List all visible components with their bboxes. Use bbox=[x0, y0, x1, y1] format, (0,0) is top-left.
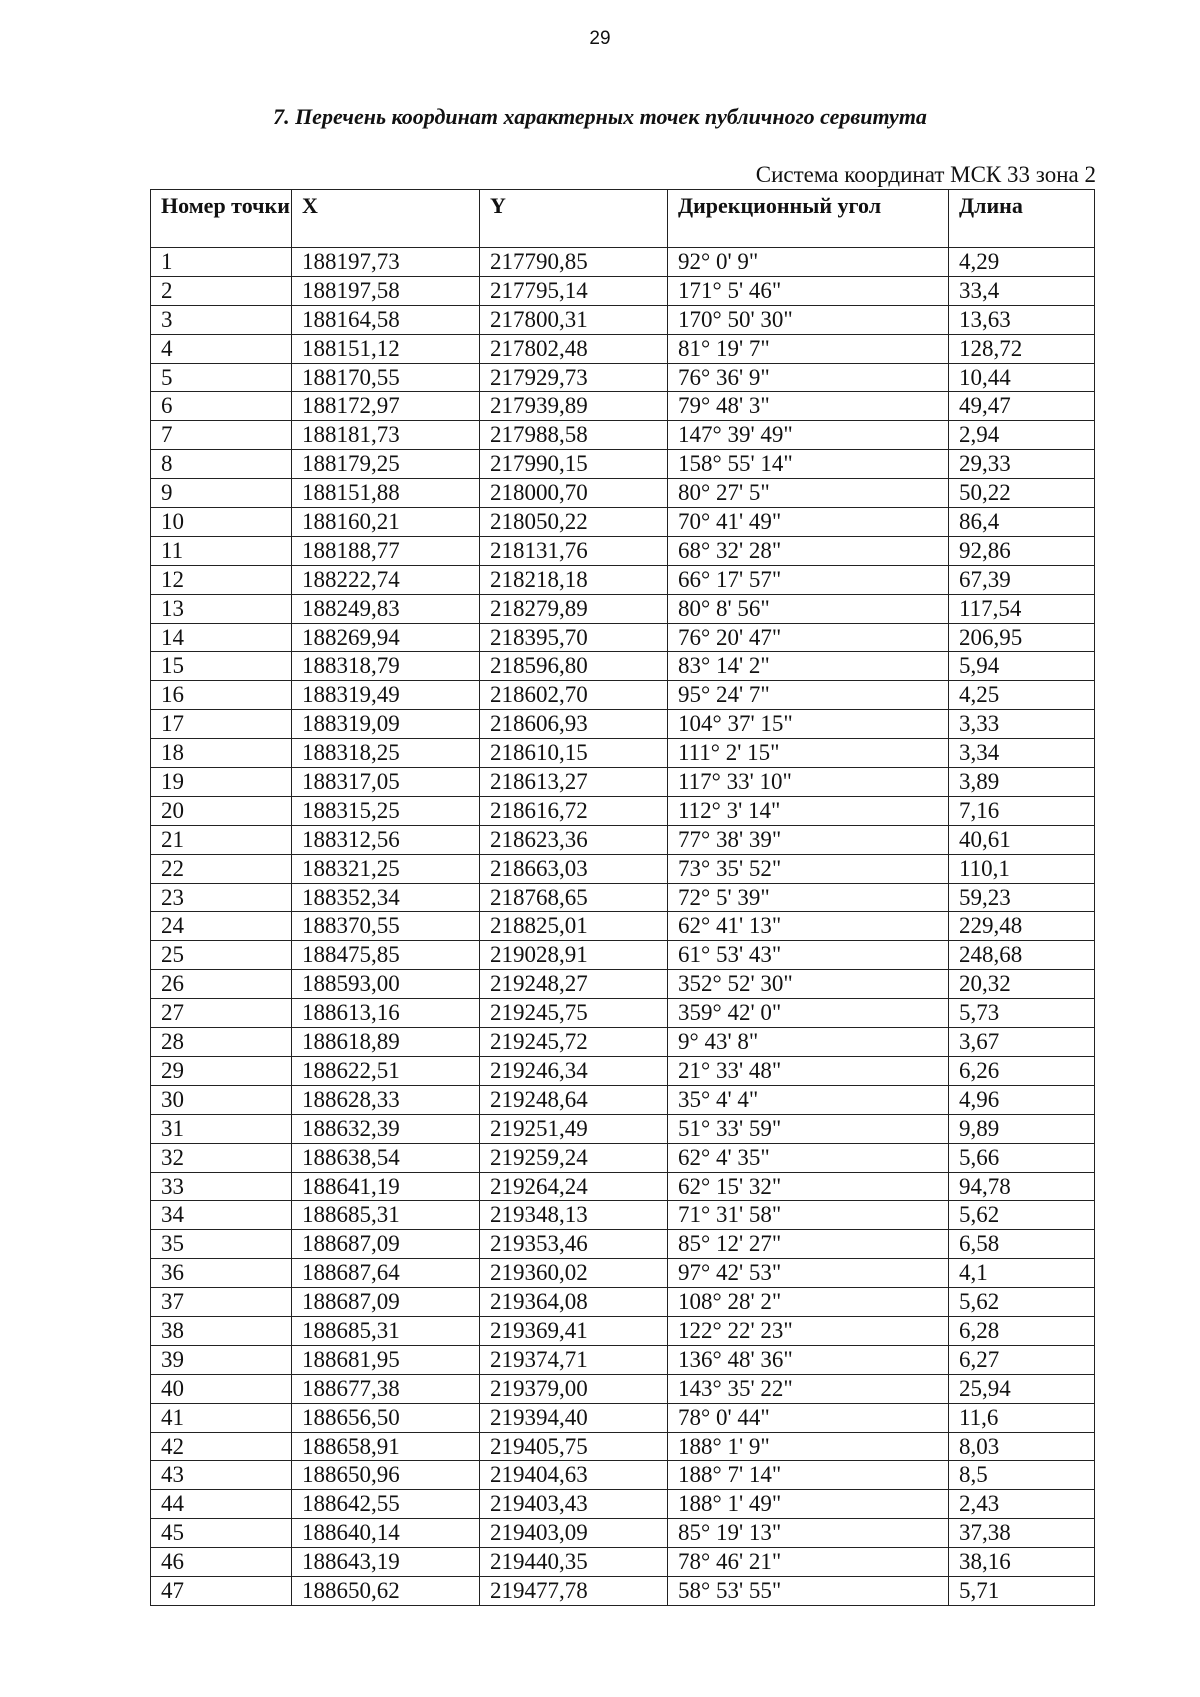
cell-x: 188622,51 bbox=[292, 1056, 480, 1085]
cell-x: 188370,55 bbox=[292, 912, 480, 941]
cell-direction-angle: 92° 0' 9" bbox=[668, 248, 949, 277]
cell-length: 4,29 bbox=[949, 248, 1095, 277]
cell-x: 188593,00 bbox=[292, 970, 480, 999]
cell-x: 188640,14 bbox=[292, 1519, 480, 1548]
cell-direction-angle: 97° 42' 53" bbox=[668, 1259, 949, 1288]
table-row bbox=[151, 1114, 1095, 1143]
table-row bbox=[151, 1056, 1095, 1085]
cell-point-number: 28 bbox=[151, 1028, 292, 1057]
cell-y: 219348,13 bbox=[480, 1201, 668, 1230]
cell-x: 188658,91 bbox=[292, 1432, 480, 1461]
table-row bbox=[151, 565, 1095, 594]
cell-point-number: 21 bbox=[151, 825, 292, 854]
table-row bbox=[151, 1576, 1095, 1605]
cell-direction-angle: 35° 4' 4" bbox=[668, 1085, 949, 1114]
cell-y: 218279,89 bbox=[480, 594, 668, 623]
cell-length: 37,38 bbox=[949, 1519, 1095, 1548]
cell-point-number: 19 bbox=[151, 768, 292, 797]
table-row bbox=[151, 1490, 1095, 1519]
cell-y: 217929,73 bbox=[480, 363, 668, 392]
cell-x: 188681,95 bbox=[292, 1345, 480, 1374]
cell-length: 4,96 bbox=[949, 1085, 1095, 1114]
table-row bbox=[151, 1316, 1095, 1345]
cell-point-number: 34 bbox=[151, 1201, 292, 1230]
cell-direction-angle: 70° 41' 49" bbox=[668, 508, 949, 537]
header-length: Длина bbox=[949, 190, 1095, 248]
cell-x: 188642,55 bbox=[292, 1490, 480, 1519]
cell-x: 188628,33 bbox=[292, 1085, 480, 1114]
cell-direction-angle: 73° 35' 52" bbox=[668, 854, 949, 883]
cell-point-number: 15 bbox=[151, 652, 292, 681]
cell-point-number: 40 bbox=[151, 1374, 292, 1403]
cell-direction-angle: 85° 12' 27" bbox=[668, 1230, 949, 1259]
cell-x: 188656,50 bbox=[292, 1403, 480, 1432]
cell-y: 219246,34 bbox=[480, 1056, 668, 1085]
cell-y: 219440,35 bbox=[480, 1548, 668, 1577]
table-row bbox=[151, 970, 1095, 999]
table-row bbox=[151, 1345, 1095, 1374]
table-row bbox=[151, 363, 1095, 392]
cell-point-number: 8 bbox=[151, 450, 292, 479]
table-row bbox=[151, 1172, 1095, 1201]
cell-length: 5,73 bbox=[949, 999, 1095, 1028]
cell-y: 218623,36 bbox=[480, 825, 668, 854]
table-row bbox=[151, 334, 1095, 363]
cell-point-number: 24 bbox=[151, 912, 292, 941]
cell-direction-angle: 71° 31' 58" bbox=[668, 1201, 949, 1230]
cell-length: 5,62 bbox=[949, 1288, 1095, 1317]
cell-x: 188319,09 bbox=[292, 710, 480, 739]
page-number: 29 bbox=[589, 28, 611, 49]
cell-direction-angle: 58° 53' 55" bbox=[668, 1576, 949, 1605]
cell-x: 188222,74 bbox=[292, 565, 480, 594]
cell-point-number: 3 bbox=[151, 305, 292, 334]
cell-point-number: 45 bbox=[151, 1519, 292, 1548]
table-row bbox=[151, 710, 1095, 739]
cell-direction-angle: 77° 38' 39" bbox=[668, 825, 949, 854]
cell-x: 188650,96 bbox=[292, 1461, 480, 1490]
table-row bbox=[151, 854, 1095, 883]
cell-length: 25,94 bbox=[949, 1374, 1095, 1403]
header-y: Y bbox=[480, 190, 668, 248]
cell-point-number: 36 bbox=[151, 1259, 292, 1288]
cell-length: 248,68 bbox=[949, 941, 1095, 970]
cell-direction-angle: 51° 33' 59" bbox=[668, 1114, 949, 1143]
cell-y: 219403,09 bbox=[480, 1519, 668, 1548]
table-row bbox=[151, 421, 1095, 450]
table-row bbox=[151, 1143, 1095, 1172]
table-row bbox=[151, 1085, 1095, 1114]
cell-length: 29,33 bbox=[949, 450, 1095, 479]
cell-x: 188315,25 bbox=[292, 796, 480, 825]
cell-direction-angle: 80° 27' 5" bbox=[668, 479, 949, 508]
cell-x: 188197,73 bbox=[292, 248, 480, 277]
cell-length: 3,33 bbox=[949, 710, 1095, 739]
cell-direction-angle: 188° 7' 14" bbox=[668, 1461, 949, 1490]
cell-length: 6,28 bbox=[949, 1316, 1095, 1345]
cell-point-number: 39 bbox=[151, 1345, 292, 1374]
cell-direction-angle: 112° 3' 14" bbox=[668, 796, 949, 825]
cell-point-number: 2 bbox=[151, 276, 292, 305]
cell-direction-angle: 171° 5' 46" bbox=[668, 276, 949, 305]
cell-y: 219353,46 bbox=[480, 1230, 668, 1259]
cell-direction-angle: 108° 28' 2" bbox=[668, 1288, 949, 1317]
cell-length: 5,66 bbox=[949, 1143, 1095, 1172]
cell-x: 188687,09 bbox=[292, 1230, 480, 1259]
cell-point-number: 44 bbox=[151, 1490, 292, 1519]
cell-point-number: 10 bbox=[151, 508, 292, 537]
cell-x: 188618,89 bbox=[292, 1028, 480, 1057]
cell-direction-angle: 85° 19' 13" bbox=[668, 1519, 949, 1548]
cell-direction-angle: 62° 41' 13" bbox=[668, 912, 949, 941]
cell-direction-angle: 76° 20' 47" bbox=[668, 623, 949, 652]
cell-point-number: 11 bbox=[151, 536, 292, 565]
cell-y: 218602,70 bbox=[480, 681, 668, 710]
table-body bbox=[151, 248, 1095, 1606]
cell-direction-angle: 143° 35' 22" bbox=[668, 1374, 949, 1403]
cell-y: 219360,02 bbox=[480, 1259, 668, 1288]
cell-direction-angle: 188° 1' 49" bbox=[668, 1490, 949, 1519]
cell-point-number: 38 bbox=[151, 1316, 292, 1345]
cell-length: 7,16 bbox=[949, 796, 1095, 825]
table-row bbox=[151, 1230, 1095, 1259]
cell-x: 188172,97 bbox=[292, 392, 480, 421]
cell-point-number: 6 bbox=[151, 392, 292, 421]
cell-length: 40,61 bbox=[949, 825, 1095, 854]
cell-y: 218000,70 bbox=[480, 479, 668, 508]
cell-length: 67,39 bbox=[949, 565, 1095, 594]
table-row bbox=[151, 681, 1095, 710]
cell-length: 86,4 bbox=[949, 508, 1095, 537]
table-row bbox=[151, 623, 1095, 652]
cell-x: 188685,31 bbox=[292, 1316, 480, 1345]
table-row bbox=[151, 450, 1095, 479]
cell-x: 188687,64 bbox=[292, 1259, 480, 1288]
cell-point-number: 23 bbox=[151, 883, 292, 912]
cell-point-number: 5 bbox=[151, 363, 292, 392]
table-row bbox=[151, 883, 1095, 912]
cell-length: 3,67 bbox=[949, 1028, 1095, 1057]
section-title: 7. Перечень координат характерных точек публичного сервитута bbox=[273, 104, 927, 129]
cell-x: 188321,25 bbox=[292, 854, 480, 883]
cell-point-number: 7 bbox=[151, 421, 292, 450]
cell-direction-angle: 62° 4' 35" bbox=[668, 1143, 949, 1172]
table-row bbox=[151, 594, 1095, 623]
cell-direction-angle: 158° 55' 14" bbox=[668, 450, 949, 479]
cell-x: 188269,94 bbox=[292, 623, 480, 652]
cell-direction-angle: 80° 8' 56" bbox=[668, 594, 949, 623]
cell-x: 188312,56 bbox=[292, 825, 480, 854]
cell-direction-angle: 21° 33' 48" bbox=[668, 1056, 949, 1085]
cell-length: 2,43 bbox=[949, 1490, 1095, 1519]
table-row bbox=[151, 305, 1095, 334]
cell-x: 188318,79 bbox=[292, 652, 480, 681]
cell-length: 128,72 bbox=[949, 334, 1095, 363]
cell-y: 218596,80 bbox=[480, 652, 668, 681]
cell-length: 11,6 bbox=[949, 1403, 1095, 1432]
cell-point-number: 18 bbox=[151, 739, 292, 768]
header-row bbox=[151, 190, 1095, 248]
cell-point-number: 9 bbox=[151, 479, 292, 508]
table-row bbox=[151, 1461, 1095, 1490]
cell-y: 219369,41 bbox=[480, 1316, 668, 1345]
cell-x: 188179,25 bbox=[292, 450, 480, 479]
cell-x: 188687,09 bbox=[292, 1288, 480, 1317]
cell-x: 188317,05 bbox=[292, 768, 480, 797]
cell-length: 49,47 bbox=[949, 392, 1095, 421]
cell-x: 188632,39 bbox=[292, 1114, 480, 1143]
cell-point-number: 1 bbox=[151, 248, 292, 277]
cell-y: 219264,24 bbox=[480, 1172, 668, 1201]
cell-length: 229,48 bbox=[949, 912, 1095, 941]
cell-point-number: 31 bbox=[151, 1114, 292, 1143]
cell-length: 3,34 bbox=[949, 739, 1095, 768]
cell-y: 218768,65 bbox=[480, 883, 668, 912]
cell-y: 219028,91 bbox=[480, 941, 668, 970]
cell-y: 219405,75 bbox=[480, 1432, 668, 1461]
cell-y: 218050,22 bbox=[480, 508, 668, 537]
header-x: X bbox=[292, 190, 480, 248]
cell-length: 117,54 bbox=[949, 594, 1095, 623]
cell-y: 217939,89 bbox=[480, 392, 668, 421]
cell-y: 218663,03 bbox=[480, 854, 668, 883]
cell-direction-angle: 72° 5' 39" bbox=[668, 883, 949, 912]
cell-point-number: 35 bbox=[151, 1230, 292, 1259]
cell-length: 6,58 bbox=[949, 1230, 1095, 1259]
cell-length: 50,22 bbox=[949, 479, 1095, 508]
cell-y: 219379,00 bbox=[480, 1374, 668, 1403]
cell-point-number: 41 bbox=[151, 1403, 292, 1432]
cell-y: 219248,27 bbox=[480, 970, 668, 999]
cell-y: 217990,15 bbox=[480, 450, 668, 479]
cell-point-number: 25 bbox=[151, 941, 292, 970]
cell-point-number: 43 bbox=[151, 1461, 292, 1490]
cell-x: 188151,12 bbox=[292, 334, 480, 363]
cell-length: 8,5 bbox=[949, 1461, 1095, 1490]
cell-direction-angle: 111° 2' 15" bbox=[668, 739, 949, 768]
table-row bbox=[151, 392, 1095, 421]
cell-length: 10,44 bbox=[949, 363, 1095, 392]
table-row bbox=[151, 1288, 1095, 1317]
table-row bbox=[151, 1548, 1095, 1577]
cell-x: 188613,16 bbox=[292, 999, 480, 1028]
cell-y: 219251,49 bbox=[480, 1114, 668, 1143]
table-row bbox=[151, 739, 1095, 768]
cell-y: 218395,70 bbox=[480, 623, 668, 652]
header-direction-angle: Дирекционный угол bbox=[668, 190, 949, 248]
cell-x: 188650,62 bbox=[292, 1576, 480, 1605]
cell-x: 188641,19 bbox=[292, 1172, 480, 1201]
cell-length: 5,62 bbox=[949, 1201, 1095, 1230]
cell-x: 188685,31 bbox=[292, 1201, 480, 1230]
cell-length: 5,71 bbox=[949, 1576, 1095, 1605]
cell-y: 217795,14 bbox=[480, 276, 668, 305]
cell-point-number: 13 bbox=[151, 594, 292, 623]
table-row bbox=[151, 1201, 1095, 1230]
cell-point-number: 33 bbox=[151, 1172, 292, 1201]
table-row bbox=[151, 276, 1095, 305]
cell-y: 219374,71 bbox=[480, 1345, 668, 1374]
cell-direction-angle: 147° 39' 49" bbox=[668, 421, 949, 450]
cell-point-number: 47 bbox=[151, 1576, 292, 1605]
cell-direction-angle: 95° 24' 7" bbox=[668, 681, 949, 710]
cell-y: 218610,15 bbox=[480, 739, 668, 768]
cell-y: 219364,08 bbox=[480, 1288, 668, 1317]
cell-y: 219403,43 bbox=[480, 1490, 668, 1519]
cell-x: 188188,77 bbox=[292, 536, 480, 565]
cell-y: 218613,27 bbox=[480, 768, 668, 797]
cell-direction-angle: 78° 46' 21" bbox=[668, 1548, 949, 1577]
table-row bbox=[151, 796, 1095, 825]
cell-x: 188181,73 bbox=[292, 421, 480, 450]
cell-y: 219394,40 bbox=[480, 1403, 668, 1432]
header-point-number: Номер точки bbox=[151, 190, 292, 248]
cell-point-number: 26 bbox=[151, 970, 292, 999]
table-row bbox=[151, 248, 1095, 277]
cell-x: 188318,25 bbox=[292, 739, 480, 768]
cell-y: 219259,24 bbox=[480, 1143, 668, 1172]
cell-length: 206,95 bbox=[949, 623, 1095, 652]
cell-point-number: 17 bbox=[151, 710, 292, 739]
cell-point-number: 46 bbox=[151, 1548, 292, 1577]
coordinates-table bbox=[150, 189, 1095, 1606]
cell-point-number: 22 bbox=[151, 854, 292, 883]
cell-y: 219245,75 bbox=[480, 999, 668, 1028]
cell-length: 6,26 bbox=[949, 1056, 1095, 1085]
cell-point-number: 37 bbox=[151, 1288, 292, 1317]
cell-direction-angle: 83° 14' 2" bbox=[668, 652, 949, 681]
table-row bbox=[151, 1028, 1095, 1057]
cell-x: 188170,55 bbox=[292, 363, 480, 392]
cell-direction-angle: 76° 36' 9" bbox=[668, 363, 949, 392]
cell-x: 188197,58 bbox=[292, 276, 480, 305]
cell-direction-angle: 78° 0' 44" bbox=[668, 1403, 949, 1432]
cell-y: 218218,18 bbox=[480, 565, 668, 594]
cell-point-number: 32 bbox=[151, 1143, 292, 1172]
cell-point-number: 27 bbox=[151, 999, 292, 1028]
table-row bbox=[151, 825, 1095, 854]
cell-x: 188352,34 bbox=[292, 883, 480, 912]
cell-x: 188164,58 bbox=[292, 305, 480, 334]
cell-y: 217988,58 bbox=[480, 421, 668, 450]
cell-point-number: 42 bbox=[151, 1432, 292, 1461]
cell-point-number: 29 bbox=[151, 1056, 292, 1085]
cell-point-number: 12 bbox=[151, 565, 292, 594]
cell-direction-angle: 66° 17' 57" bbox=[668, 565, 949, 594]
cell-length: 38,16 bbox=[949, 1548, 1095, 1577]
cell-point-number: 4 bbox=[151, 334, 292, 363]
cell-y: 218606,93 bbox=[480, 710, 668, 739]
cell-length: 6,27 bbox=[949, 1345, 1095, 1374]
cell-point-number: 14 bbox=[151, 623, 292, 652]
cell-length: 110,1 bbox=[949, 854, 1095, 883]
table-row bbox=[151, 999, 1095, 1028]
cell-length: 94,78 bbox=[949, 1172, 1095, 1201]
cell-y: 219404,63 bbox=[480, 1461, 668, 1490]
cell-y: 217802,48 bbox=[480, 334, 668, 363]
cell-direction-angle: 68° 32' 28" bbox=[668, 536, 949, 565]
cell-direction-angle: 136° 48' 36" bbox=[668, 1345, 949, 1374]
table-row bbox=[151, 479, 1095, 508]
cell-direction-angle: 62° 15' 32" bbox=[668, 1172, 949, 1201]
cell-y: 219477,78 bbox=[480, 1576, 668, 1605]
cell-y: 218131,76 bbox=[480, 536, 668, 565]
table-row bbox=[151, 1259, 1095, 1288]
table-row bbox=[151, 508, 1095, 537]
cell-y: 217790,85 bbox=[480, 248, 668, 277]
cell-direction-angle: 104° 37' 15" bbox=[668, 710, 949, 739]
cell-direction-angle: 170° 50' 30" bbox=[668, 305, 949, 334]
cell-length: 4,1 bbox=[949, 1259, 1095, 1288]
cell-direction-angle: 188° 1' 9" bbox=[668, 1432, 949, 1461]
cell-x: 188319,49 bbox=[292, 681, 480, 710]
cell-direction-angle: 61° 53' 43" bbox=[668, 941, 949, 970]
cell-y: 219245,72 bbox=[480, 1028, 668, 1057]
cell-x: 188677,38 bbox=[292, 1374, 480, 1403]
cell-x: 188638,54 bbox=[292, 1143, 480, 1172]
cell-length: 8,03 bbox=[949, 1432, 1095, 1461]
table-row bbox=[151, 652, 1095, 681]
cell-length: 33,4 bbox=[949, 276, 1095, 305]
cell-x: 188151,88 bbox=[292, 479, 480, 508]
cell-point-number: 16 bbox=[151, 681, 292, 710]
cell-direction-angle: 359° 42' 0" bbox=[668, 999, 949, 1028]
cell-length: 2,94 bbox=[949, 421, 1095, 450]
table-header bbox=[151, 190, 1095, 248]
cell-direction-angle: 117° 33' 10" bbox=[668, 768, 949, 797]
cell-direction-angle: 79° 48' 3" bbox=[668, 392, 949, 421]
cell-direction-angle: 352° 52' 30" bbox=[668, 970, 949, 999]
table-row bbox=[151, 768, 1095, 797]
cell-length: 59,23 bbox=[949, 883, 1095, 912]
cell-x: 188643,19 bbox=[292, 1548, 480, 1577]
table-row bbox=[151, 1519, 1095, 1548]
cell-x: 188160,21 bbox=[292, 508, 480, 537]
cell-length: 92,86 bbox=[949, 536, 1095, 565]
cell-direction-angle: 9° 43' 8" bbox=[668, 1028, 949, 1057]
cell-y: 218616,72 bbox=[480, 796, 668, 825]
table-row bbox=[151, 1432, 1095, 1461]
cell-point-number: 20 bbox=[151, 796, 292, 825]
cell-direction-angle: 81° 19' 7" bbox=[668, 334, 949, 363]
table-row bbox=[151, 1403, 1095, 1432]
cell-y: 218825,01 bbox=[480, 912, 668, 941]
cell-length: 13,63 bbox=[949, 305, 1095, 334]
cell-x: 188475,85 bbox=[292, 941, 480, 970]
cell-length: 9,89 bbox=[949, 1114, 1095, 1143]
coordinate-system-caption: Система координат МСК 33 зона 2 bbox=[755, 162, 1096, 187]
cell-length: 3,89 bbox=[949, 768, 1095, 797]
table-row bbox=[151, 912, 1095, 941]
cell-x: 188249,83 bbox=[292, 594, 480, 623]
cell-length: 4,25 bbox=[949, 681, 1095, 710]
table-row bbox=[151, 1374, 1095, 1403]
cell-point-number: 30 bbox=[151, 1085, 292, 1114]
cell-y: 217800,31 bbox=[480, 305, 668, 334]
cell-direction-angle: 122° 22' 23" bbox=[668, 1316, 949, 1345]
cell-y: 219248,64 bbox=[480, 1085, 668, 1114]
table-row bbox=[151, 536, 1095, 565]
cell-length: 5,94 bbox=[949, 652, 1095, 681]
cell-length: 20,32 bbox=[949, 970, 1095, 999]
table-row bbox=[151, 941, 1095, 970]
